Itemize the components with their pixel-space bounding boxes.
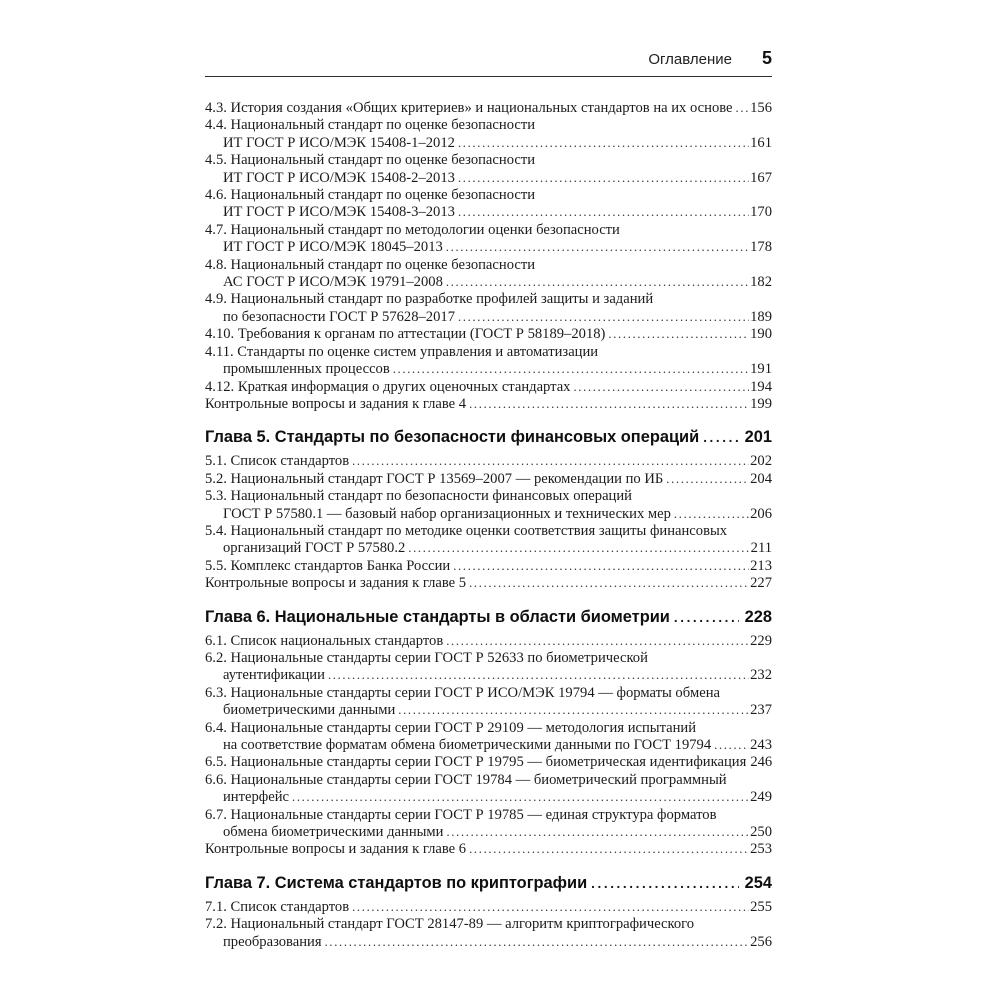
chapter-heading — [205, 607, 772, 628]
toc-entry — [205, 117, 772, 152]
leader-dots — [458, 135, 749, 152]
leader-dots — [393, 361, 749, 378]
toc-entry-text: ИТ ГОСТ Р ИСО/МЭК 18045–2013 — [223, 239, 443, 256]
leader-dots — [352, 453, 749, 470]
toc-entry-text: ИТ ГОСТ Р ИСО/МЭК 15408-2–2013 — [223, 169, 455, 186]
toc-page-number: 161 — [750, 134, 772, 151]
chapter-heading-label: Глава 6. Национальные стандарты в области биометрии — [205, 607, 670, 626]
toc-entry-lastline — [205, 135, 772, 152]
toc-entry — [205, 257, 772, 292]
toc-entry-lastline — [205, 361, 772, 378]
toc-entry-lastline — [205, 575, 772, 592]
toc-entry-text: 5.2. Национальный стандарт ГОСТ Р 13569–2007 — рекомендации по ИБ — [205, 470, 664, 487]
toc-entry-text: 5.4. Национальный стандарт по методике оценки соответствия защиты финансовых — [205, 522, 728, 539]
toc-page-number: 170 — [750, 204, 772, 221]
chapter-page-number: 201 — [744, 428, 772, 447]
toc-entry-lastline — [205, 824, 772, 841]
toc-page-number: 256 — [750, 933, 772, 950]
toc-entry-text: 6.2. Национальные стандарты серии ГОСТ Р 52633 по биометрической — [205, 649, 648, 666]
toc-entry-text: биометрическими данными — [223, 702, 396, 719]
toc-entry-lastline — [205, 841, 772, 858]
toc-page-number: 227 — [750, 575, 772, 592]
toc-entry — [205, 720, 772, 755]
toc-page-number: 255 — [750, 898, 772, 915]
toc-entry-text: 6.5. Национальные стандарты серии ГОСТ Р 19795 — биометрическая идентификация — [205, 754, 747, 771]
toc-entry-lastline — [205, 239, 772, 256]
toc-entry-text: 5.1. Список стандартов — [205, 453, 350, 470]
toc-entry — [205, 471, 772, 488]
toc-page-number: 167 — [750, 169, 772, 186]
toc-entry — [205, 488, 772, 523]
chapter-page-number: 254 — [744, 873, 772, 892]
leader-dots — [674, 506, 749, 523]
toc-page-number: 182 — [750, 274, 772, 291]
leader-dots — [469, 575, 749, 592]
toc-page-number: 199 — [750, 395, 772, 412]
leader-dots — [328, 667, 749, 684]
toc-page-number: 189 — [750, 308, 772, 325]
leader-dots — [469, 841, 749, 858]
toc-entry-lastline — [205, 540, 772, 557]
toc-entry-lastline — [205, 204, 772, 221]
toc-page-number: 178 — [750, 239, 772, 256]
toc-entry — [205, 523, 772, 558]
toc-entry-text: 6.4. Национальные стандарты серии ГОСТ Р 29109 — методология испытаний — [205, 719, 697, 736]
toc-entry-text: интерфейс — [223, 789, 289, 806]
toc-entry-text: 7.1. Список стандартов — [205, 898, 350, 915]
running-head — [205, 48, 772, 69]
chapter-page-number: 228 — [744, 607, 772, 626]
toc-entry-text: 4.6. Национальный стандарт по оценке безопасности — [205, 187, 536, 204]
toc-entry — [205, 344, 772, 379]
toc-page-number: 237 — [750, 702, 772, 719]
toc-entry — [205, 754, 772, 771]
toc-entry-lastline — [205, 274, 772, 291]
toc-page-number: 250 — [750, 824, 772, 841]
toc-entry-lastline — [205, 506, 772, 523]
toc-entry-text: обмена биометрическими данными — [223, 824, 444, 841]
leader-dots — [325, 934, 750, 951]
page-title: Оглавление — [648, 51, 732, 68]
toc-entry — [205, 100, 772, 117]
toc-entry-text: 4.3. История создания «Общих критериев» и национальных стандартов на их основе — [205, 100, 733, 116]
leader-dots — [469, 396, 749, 413]
leader-dots — [573, 379, 749, 396]
toc-entry-text: АС ГОСТ Р ИСО/МЭК 19791–2008 — [223, 274, 443, 291]
toc-page-number: 249 — [750, 789, 772, 806]
toc-entry — [205, 841, 772, 858]
leader-dots — [608, 326, 749, 343]
toc-entry-text: ИТ ГОСТ Р ИСО/МЭК 15408-3–2013 — [223, 204, 455, 221]
toc-entry-lastline — [205, 100, 772, 117]
toc-page-number: 213 — [750, 557, 772, 574]
toc-entry-text: 6.1. Список национальных стандартов — [205, 632, 444, 649]
toc-entry-lastline — [205, 309, 772, 326]
leader-dots — [453, 558, 749, 575]
page-content — [205, 48, 772, 951]
toc-page-number: 202 — [750, 453, 772, 470]
toc-entry-lastline — [205, 899, 772, 916]
toc-entry-text: 6.7. Национальные стандарты серии ГОСТ Р 19785 — единая структура форматов — [205, 806, 717, 823]
toc-page-number: 190 — [750, 326, 772, 343]
toc-entry-text: 4.9. Национальный стандарт по разработке профилей защиты и заданий — [205, 291, 654, 308]
toc-entry-text: промышленных процессов — [223, 361, 390, 378]
toc-page-number: 246 — [750, 754, 773, 771]
toc-entry-lastline — [205, 471, 772, 488]
chapter-heading-label: Глава 5. Стандарты по безопасности финансовых операций — [205, 428, 700, 447]
toc-entry-text: 5.5. Комплекс стандартов Банка России — [205, 557, 451, 574]
header-rule — [205, 76, 772, 77]
toc-entry — [205, 396, 772, 413]
toc-page-number: 191 — [750, 361, 772, 378]
toc-entry-lastline — [205, 558, 772, 575]
leader-dots — [292, 789, 749, 806]
leader-dots — [591, 873, 738, 894]
leader-dots — [352, 899, 749, 916]
toc-entry-lastline — [205, 789, 772, 806]
toc-entry — [205, 685, 772, 720]
toc-entry-text: на соответствие форматам обмена биометрическими данными по ГОСТ 19794 — [223, 737, 712, 753]
toc-entry-text: 4.4. Национальный стандарт по оценке безопасности — [205, 117, 536, 134]
toc-entry-lastline — [205, 667, 772, 684]
leader-dots — [703, 427, 738, 448]
toc-entry — [205, 379, 772, 396]
toc-entry-lastline — [205, 170, 772, 187]
toc-entry-text: 4.12. Краткая информация о других оценочных стандартах — [205, 378, 571, 395]
toc-entry-lastline — [205, 396, 772, 413]
toc-entry — [205, 291, 772, 326]
leader-dots — [458, 204, 749, 221]
toc-entry-text: 6.6. Национальные стандарты серии ГОСТ 19784 — биометрический программный — [205, 771, 727, 788]
toc-entry — [205, 187, 772, 222]
toc-entry-text: 4.10. Требования к органам по аттестации (ГОСТ Р 58189–2018) — [205, 326, 606, 343]
toc-entry-text: преобразования — [223, 933, 322, 950]
leader-dots — [666, 471, 749, 488]
toc-entry-lastline — [205, 453, 772, 470]
toc-entry-lastline — [205, 633, 772, 650]
toc-entry — [205, 916, 772, 951]
toc-entry — [205, 807, 772, 842]
leader-dots — [714, 737, 749, 754]
toc-entry-lastline — [205, 702, 772, 719]
toc-page-number: 229 — [750, 632, 772, 649]
toc-entry-text: Контрольные вопросы и задания к главе 5 — [205, 575, 467, 592]
toc-entry-lastline — [205, 379, 772, 396]
chapter-heading-label: Глава 7. Система стандартов по криптографии — [205, 873, 588, 892]
toc-entry-text: 4.7. Национальный стандарт по методологии оценки безопасности — [205, 221, 620, 238]
toc-entry — [205, 633, 772, 650]
toc-page-number: 204 — [750, 470, 772, 487]
toc-page-number: 206 — [750, 505, 772, 522]
leader-dots — [458, 309, 749, 326]
toc-entry-lastline — [205, 737, 772, 754]
toc-entry-text: 6.3. Национальные стандарты серии ГОСТ Р ИСО/МЭК 19794 — форматы обмена — [205, 684, 720, 701]
leader-dots — [736, 100, 750, 117]
toc-page-number: 253 — [750, 841, 772, 858]
leader-dots — [398, 702, 749, 719]
page-number: 5 — [761, 48, 772, 68]
toc-entry-text: 7.2. Национальный стандарт ГОСТ 28147-89 — алгоритм криптографического — [205, 916, 695, 933]
toc-entry — [205, 772, 772, 807]
toc-entry — [205, 650, 772, 685]
toc-entry-text: аутентификации — [223, 667, 325, 684]
toc-entry-text: Контрольные вопросы и задания к главе 4 — [205, 395, 467, 412]
toc-entry-text: Контрольные вопросы и задания к главе 6 — [205, 841, 467, 858]
toc-page-number: 194 — [750, 378, 772, 395]
toc-entry-text: организаций ГОСТ Р 57580.2 — [223, 540, 406, 557]
toc-entry — [205, 899, 772, 916]
leader-dots — [446, 274, 749, 291]
toc-entry — [205, 152, 772, 187]
toc-entry-text: по безопасности ГОСТ Р 57628–2017 — [223, 308, 455, 325]
toc-entry-text: 4.5. Национальный стандарт по оценке безопасности — [205, 152, 536, 169]
toc-entry-text: 4.11. Стандарты по оценке систем управления и автоматизации — [205, 343, 599, 360]
leader-dots — [446, 824, 749, 841]
toc-page-number: 211 — [750, 540, 772, 557]
toc-entry — [205, 575, 772, 592]
toc-entry — [205, 222, 772, 257]
toc-entry-lastline — [205, 934, 772, 951]
toc-entry-lastline — [205, 326, 772, 343]
leader-dots — [674, 607, 739, 628]
leader-dots — [408, 540, 749, 557]
toc-list — [205, 100, 772, 951]
toc-entry — [205, 453, 772, 470]
toc-entry — [205, 326, 772, 343]
leader-dots — [446, 239, 749, 256]
toc-page-number: 156 — [750, 100, 772, 116]
toc-entry-text: 4.8. Национальный стандарт по оценке безопасности — [205, 256, 536, 273]
toc-entry-text: 5.3. Национальный стандарт по безопасности финансовых операций — [205, 488, 632, 505]
toc-page-number: 243 — [750, 737, 772, 753]
toc-entry-text: ГОСТ Р 57580.1 — базовый набор организационных и технических мер — [223, 505, 671, 522]
toc-page-number: 232 — [750, 667, 772, 684]
chapter-heading — [205, 427, 772, 448]
toc-entry — [205, 558, 772, 575]
leader-dots — [446, 633, 749, 650]
chapter-heading — [205, 873, 772, 894]
toc-entry-lastline — [205, 754, 772, 771]
toc-entry-text: ИТ ГОСТ Р ИСО/МЭК 15408-1–2012 — [223, 134, 455, 151]
leader-dots — [458, 170, 749, 187]
